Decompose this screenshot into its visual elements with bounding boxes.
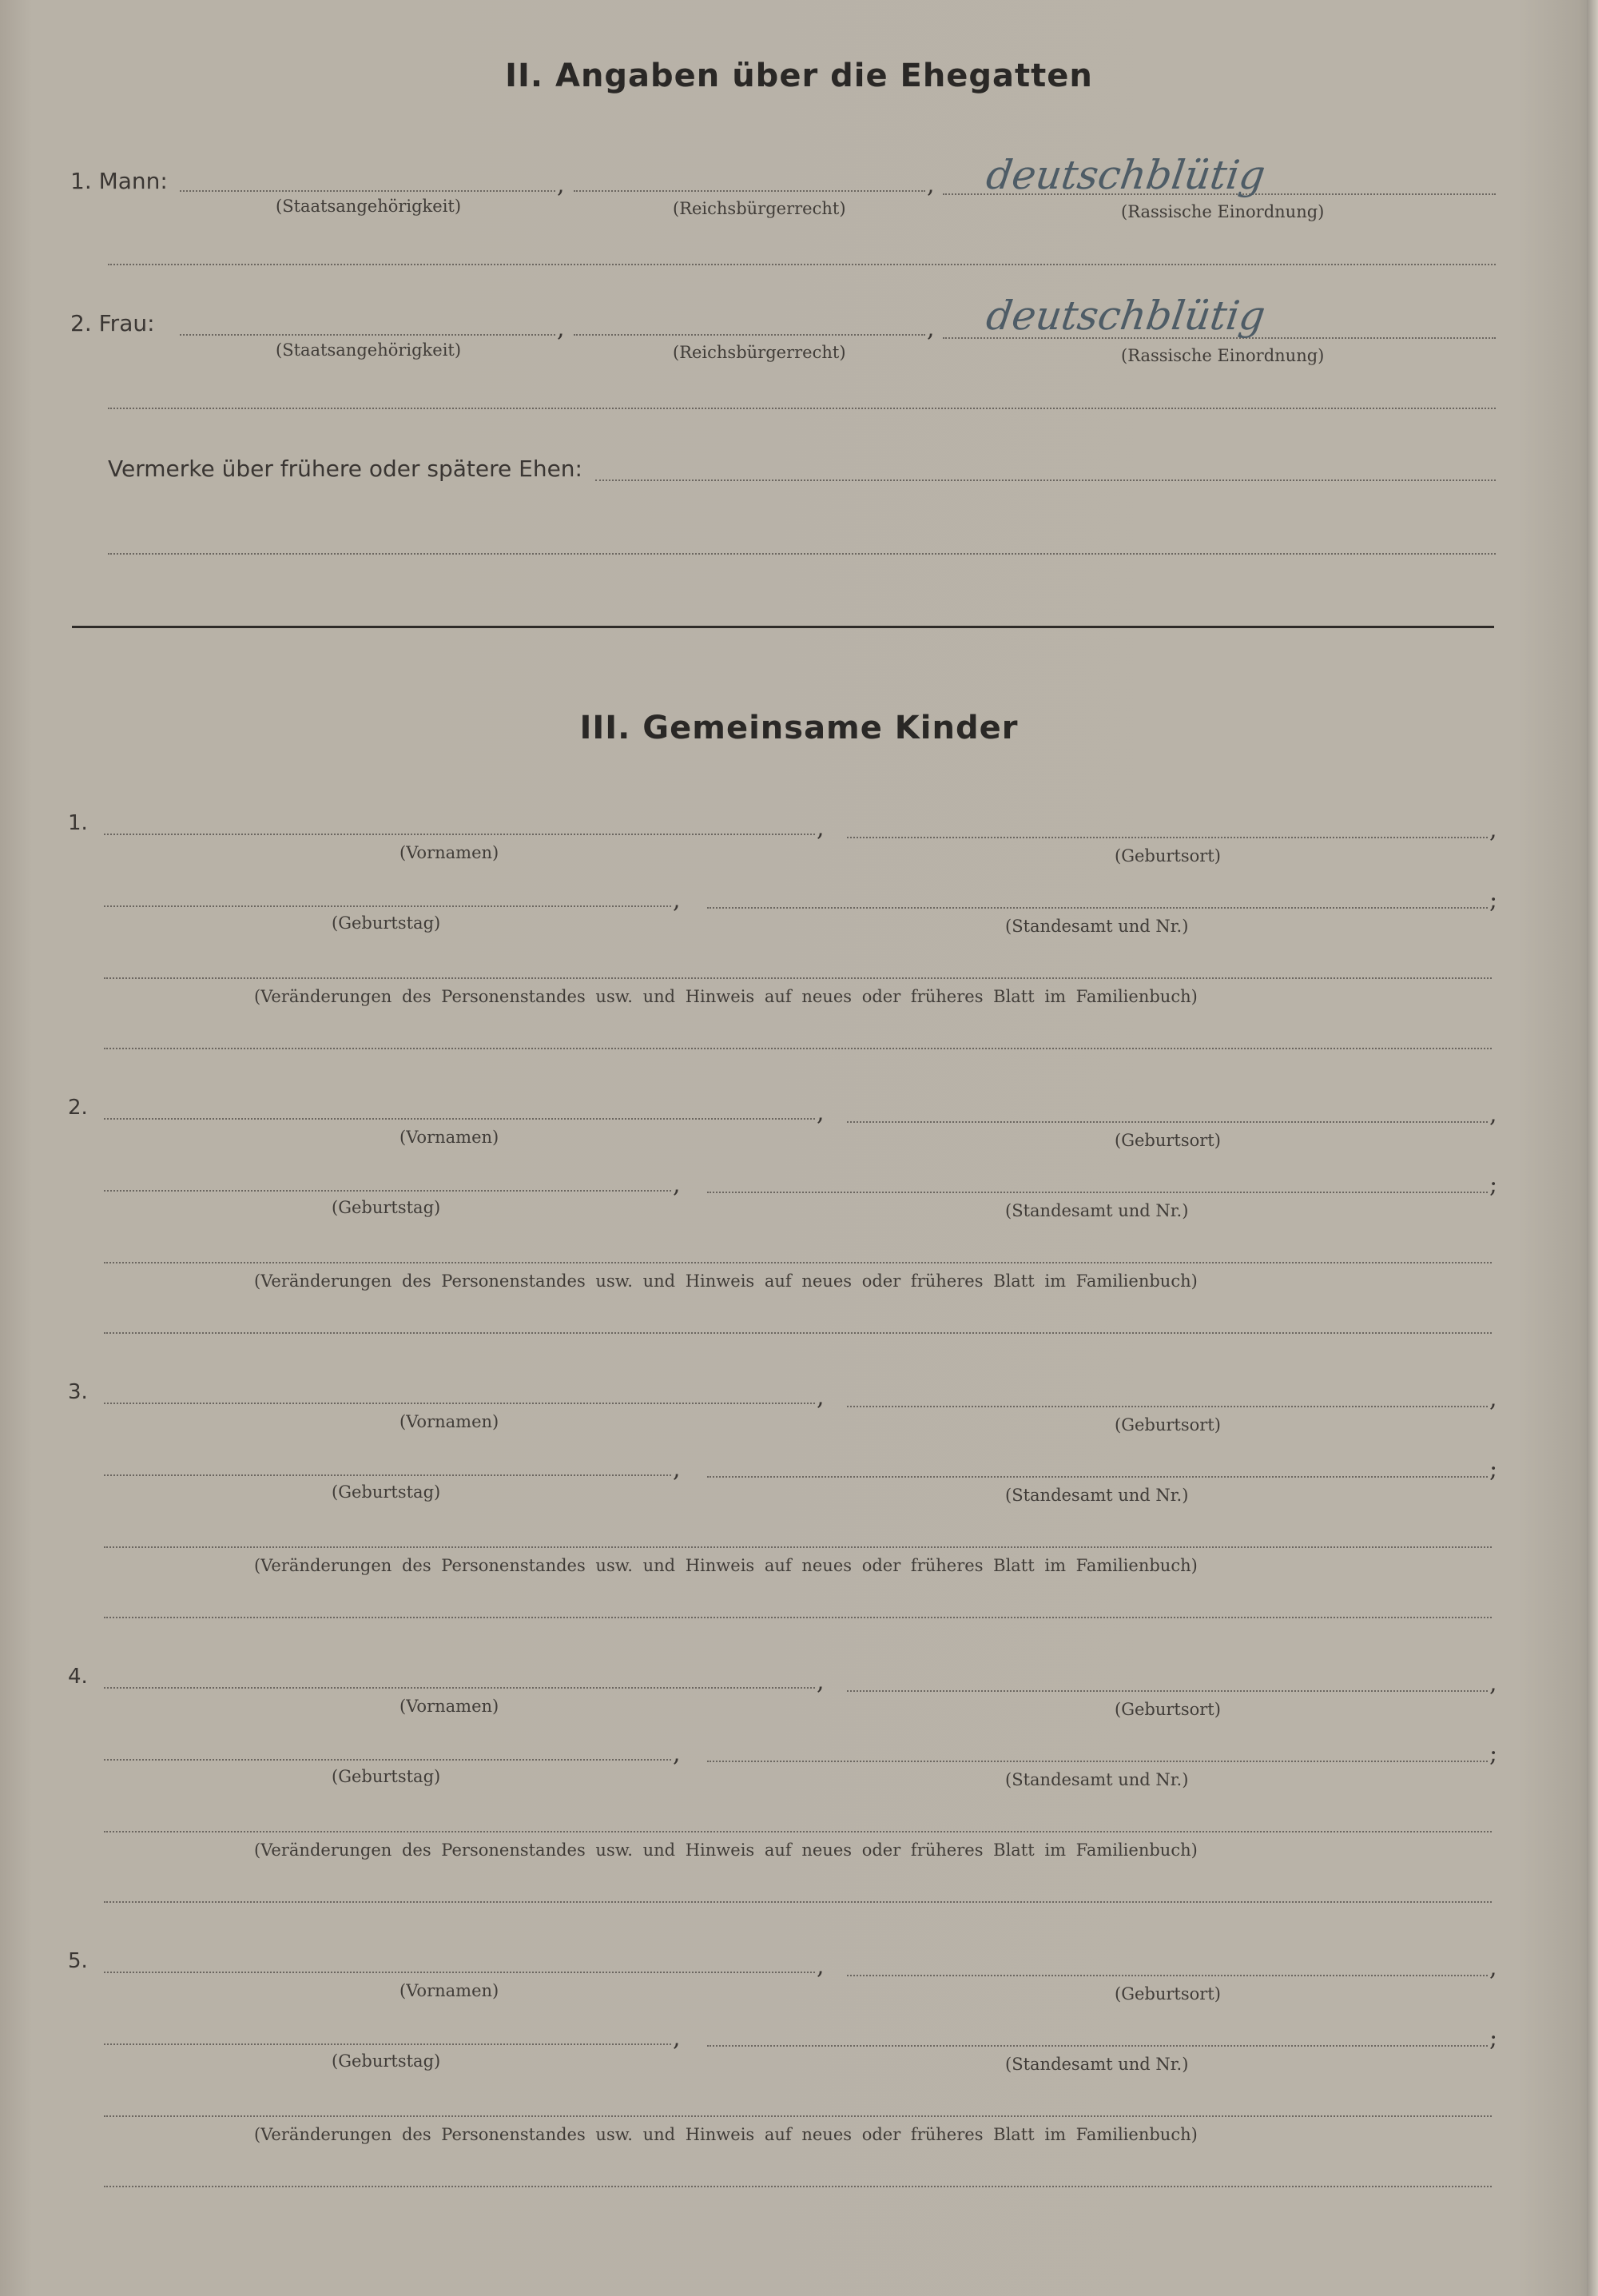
separator-comma: ,	[817, 1952, 825, 1980]
child-veraenderungen-continuation-line[interactable]	[104, 1048, 1492, 1049]
separator-comma: ,	[1489, 816, 1497, 844]
separator-semicolon: ;	[1489, 886, 1498, 914]
caption-veraenderungen: (Veränderungen des Personenstandes usw. und Hinweis auf neues oder früheres Blatt im Familienbuch)	[254, 1556, 1198, 1575]
mann-continuation-line[interactable]	[108, 264, 1496, 265]
child-geburtsort-field[interactable]	[847, 1406, 1488, 1407]
frau-reichsbuergerrecht-field[interactable]	[574, 334, 925, 336]
caption-geburtsort: (Geburtsort)	[1115, 1131, 1221, 1150]
child-vornamen-field[interactable]	[104, 1118, 815, 1120]
section-divider	[72, 626, 1494, 628]
page-edge	[1587, 0, 1598, 2296]
caption-geburtstag: (Geburtstag)	[332, 1767, 441, 1786]
frau-rasse-handwritten-value: deutschblütig	[983, 292, 1269, 339]
separator-semicolon: ;	[1489, 1740, 1498, 1768]
mann-staatsangehoerigkeit-field[interactable]	[180, 190, 555, 192]
caption-geburtstag: (Geburtstag)	[332, 2051, 441, 2071]
child-veraenderungen-continuation-line[interactable]	[104, 1617, 1492, 1618]
caption-geburtsort: (Geburtsort)	[1115, 846, 1221, 865]
child-geburtsort-field[interactable]	[847, 1975, 1488, 1976]
separator-comma: ,	[673, 886, 681, 914]
child-geburtsort-field[interactable]	[847, 837, 1488, 838]
frau-continuation-line[interactable]	[108, 408, 1496, 409]
caption-veraenderungen: (Veränderungen des Personenstandes usw. und Hinweis auf neues oder früheres Blatt im Familienbuch)	[254, 2125, 1198, 2144]
child-vornamen-field[interactable]	[104, 1972, 815, 1973]
caption-veraenderungen: (Veränderungen des Personenstandes usw. und Hinweis auf neues oder früheres Blatt im Familienbuch)	[254, 1840, 1198, 1860]
child-number: 3.	[68, 1380, 88, 1404]
caption-geburtstag: (Geburtstag)	[332, 913, 441, 933]
child-standesamt-field[interactable]	[707, 1761, 1488, 1762]
caption-geburtsort: (Geburtsort)	[1115, 1700, 1221, 1719]
child-geburtsort-field[interactable]	[847, 1121, 1488, 1123]
child-veraenderungen-field[interactable]	[104, 1546, 1492, 1548]
separator-comma: ,	[817, 1668, 825, 1696]
frau-staatsangehoerigkeit-field[interactable]	[180, 334, 555, 336]
child-standesamt-field[interactable]	[707, 2045, 1488, 2047]
separator-comma: ,	[673, 1171, 681, 1199]
caption-vornamen: (Vornamen)	[400, 1412, 499, 1431]
child-veraenderungen-field[interactable]	[104, 1831, 1492, 1832]
separator-comma: ,	[927, 315, 935, 343]
caption-vornamen: (Vornamen)	[400, 1981, 499, 2000]
vermerke-continuation-line[interactable]	[108, 553, 1496, 555]
child-vornamen-field[interactable]	[104, 1403, 815, 1404]
child-geburtsort-field[interactable]	[847, 1690, 1488, 1692]
child-veraenderungen-continuation-line[interactable]	[104, 1901, 1492, 1903]
caption-standesamt: (Standesamt und Nr.)	[1005, 2055, 1189, 2074]
child-veraenderungen-continuation-line[interactable]	[104, 2186, 1492, 2187]
separator-comma: ,	[1489, 1100, 1497, 1128]
child-number: 4.	[68, 1665, 88, 1689]
frau-label: 2. Frau:	[70, 310, 155, 336]
child-veraenderungen-field[interactable]	[104, 977, 1492, 979]
separator-comma: ,	[1489, 1385, 1497, 1413]
caption-standesamt: (Standesamt und Nr.)	[1005, 1486, 1189, 1505]
caption-veraenderungen: (Veränderungen des Personenstandes usw. und Hinweis auf neues oder früheres Blatt im Familienbuch)	[254, 987, 1198, 1006]
section-ii-title: II. Angaben über die Ehegatten	[505, 58, 1093, 94]
caption-rassische-einordnung: (Rassische Einordnung)	[1121, 202, 1325, 221]
vermerke-label: Vermerke über frühere oder spätere Ehen:	[108, 456, 582, 482]
separator-comma: ,	[673, 1455, 681, 1483]
caption-geburtstag: (Geburtstag)	[332, 1198, 441, 1217]
mann-rasse-handwritten-value: deutschblütig	[983, 152, 1269, 198]
mann-reichsbuergerrecht-field[interactable]	[574, 190, 925, 192]
child-standesamt-field[interactable]	[707, 1476, 1488, 1478]
child-veraenderungen-continuation-line[interactable]	[104, 1332, 1492, 1334]
child-vornamen-field[interactable]	[104, 834, 815, 835]
child-number: 1.	[68, 811, 88, 835]
separator-comma: ,	[817, 814, 825, 842]
caption-rassische-einordnung: (Rassische Einordnung)	[1121, 346, 1325, 365]
child-geburtstag-field[interactable]	[104, 1759, 671, 1761]
child-number: 5.	[68, 1949, 88, 1973]
caption-geburtsort: (Geburtsort)	[1115, 1984, 1221, 2004]
caption-standesamt: (Standesamt und Nr.)	[1005, 1770, 1189, 1789]
caption-veraenderungen: (Veränderungen des Personenstandes usw. und Hinweis auf neues oder früheres Blatt im Familienbuch)	[254, 1271, 1198, 1291]
separator-comma: ,	[817, 1383, 825, 1411]
separator-comma: ,	[1489, 1669, 1497, 1697]
separator-semicolon: ;	[1489, 1455, 1498, 1483]
separator-comma: ,	[927, 171, 935, 199]
caption-standesamt: (Standesamt und Nr.)	[1005, 1201, 1189, 1220]
child-geburtstag-field[interactable]	[104, 2043, 671, 2045]
caption-staatsangehoerigkeit: (Staatsangehörigkeit)	[276, 197, 462, 216]
separator-comma: ,	[673, 2024, 681, 2052]
child-veraenderungen-field[interactable]	[104, 1262, 1492, 1263]
separator-semicolon: ;	[1489, 2024, 1498, 2052]
separator-semicolon: ;	[1489, 1171, 1498, 1199]
separator-comma: ,	[557, 315, 565, 343]
caption-geburtstag: (Geburtstag)	[332, 1482, 441, 1502]
caption-vornamen: (Vornamen)	[400, 843, 499, 862]
separator-comma: ,	[817, 1099, 825, 1127]
caption-geburtsort: (Geburtsort)	[1115, 1415, 1221, 1435]
caption-vornamen: (Vornamen)	[400, 1128, 499, 1147]
separator-comma: ,	[1489, 1954, 1497, 1982]
vermerke-field[interactable]	[595, 479, 1496, 481]
caption-reichsbuergerrecht: (Reichsbürgerrecht)	[673, 199, 846, 218]
caption-standesamt: (Standesamt und Nr.)	[1005, 917, 1189, 936]
separator-comma: ,	[557, 171, 565, 199]
child-standesamt-field[interactable]	[707, 907, 1488, 909]
separator-comma: ,	[673, 1740, 681, 1768]
child-standesamt-field[interactable]	[707, 1192, 1488, 1193]
child-number: 2.	[68, 1096, 88, 1120]
caption-vornamen: (Vornamen)	[400, 1697, 499, 1716]
child-vornamen-field[interactable]	[104, 1687, 815, 1689]
caption-reichsbuergerrecht: (Reichsbürgerrecht)	[673, 343, 846, 362]
section-iii-title: III. Gemeinsame Kinder	[579, 710, 1019, 746]
child-geburtstag-field[interactable]	[104, 1190, 671, 1192]
mann-label: 1. Mann:	[70, 168, 168, 194]
child-geburtstag-field[interactable]	[104, 1474, 671, 1476]
child-geburtstag-field[interactable]	[104, 905, 671, 907]
caption-staatsangehoerigkeit: (Staatsangehörigkeit)	[276, 340, 462, 360]
child-veraenderungen-field[interactable]	[104, 2115, 1492, 2117]
